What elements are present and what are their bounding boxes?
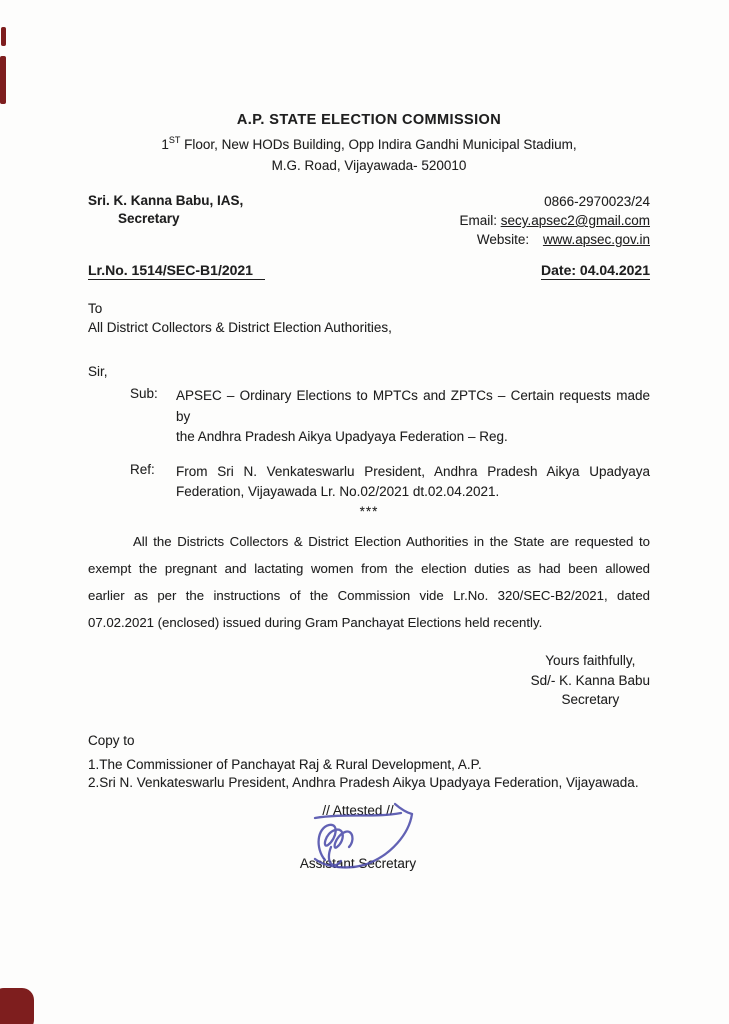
letter-date: Date: 04.04.2021 [541, 262, 650, 278]
copy-to-item: 2.Sri N. Venkateswarlu President, Andhra Pradesh Aikya Upadyaya Federation, Vijayawada. [88, 775, 639, 791]
reference-line: Federation, Vijayawada Lr. No.02/2021 dt.02.04.2021. [176, 484, 500, 499]
asterisk-separator: *** [359, 503, 379, 519]
email-link: secy.apsec2@gmail.com [500, 213, 650, 228]
subject-line: APSEC – Ordinary Elections to MPTCs and ZPTCs – Certain requests made by [176, 388, 650, 424]
body-line: 07.02.2021 (enclosed) issued during Gram Panchayat Elections held recently. [88, 615, 543, 631]
signed-by: Sd/- K. Kanna Babu [530, 672, 650, 688]
website-link: www.apsec.gov.in [542, 232, 650, 247]
attested-text: // Attested // [322, 802, 394, 818]
address-line-1-text: Floor, New HODs Building, Opp Indira Gandhi Municipal Stadium, [180, 137, 577, 152]
website-label: Website: [476, 232, 530, 247]
floor-number: 1 [161, 137, 169, 152]
officer-contact-row [88, 192, 650, 249]
valediction: Yours faithfully, [545, 653, 636, 669]
body-paragraph [88, 528, 650, 637]
closing-block [531, 651, 650, 710]
scan-edge-artifact-top-1 [1, 27, 6, 46]
officer-block [88, 192, 243, 249]
subject-block [130, 386, 650, 448]
copy-to-label: Copy to [88, 732, 135, 748]
email-label: Email: [459, 213, 497, 228]
addressee-block [88, 299, 650, 337]
contact-block [459, 192, 650, 249]
copy-to-block [88, 731, 650, 793]
officer-name: Sri. K. Kanna Babu, IAS, [88, 193, 244, 208]
email-line [459, 211, 650, 230]
organization-title: A.P. STATE ELECTION COMMISSION [236, 112, 502, 128]
closing-wrapper [88, 651, 650, 710]
attestation-block [223, 802, 493, 873]
to-label: To [88, 301, 103, 316]
address-line-2: M.G. Road, Vijayawada- 520010 [271, 158, 467, 173]
website-line [459, 230, 650, 249]
reference-text [176, 462, 650, 503]
letter-number: Lr.No. 1514/SEC-B1/2021 [88, 262, 265, 280]
copy-to-item: 1.The Commissioner of Panchayat Raj & Rural Development, A.P. [88, 756, 482, 772]
subject-text [176, 386, 650, 448]
scan-edge-artifact-top-2 [0, 56, 6, 104]
reference-label: Ref: [130, 461, 155, 477]
copy-to-list [88, 756, 650, 793]
addressee-line: All District Collectors & District Election Authorities, [88, 320, 392, 335]
signer-designation: Secretary [561, 692, 620, 708]
reference-block [130, 462, 650, 503]
letterhead [88, 112, 650, 175]
scan-edge-artifact-bottom [0, 988, 34, 1024]
attester-designation: Assistant Secretary [299, 855, 417, 871]
officer-designation: Secretary [118, 211, 180, 226]
body-line: All the Districts Collectors & District Election Authorities in the State are requested to [133, 533, 650, 549]
body-line: earlier as per the instructions of the Commission vide Lr.No. 320/SEC-B2/2021, dated [88, 587, 650, 603]
letter-number-date-row [88, 262, 650, 280]
salutation: Sir, [88, 364, 108, 379]
subject-label: Sub: [130, 386, 158, 401]
address-line-1 [88, 131, 650, 154]
floor-ordinal-superscript: ST [168, 135, 181, 145]
reference-line: From Sri N. Venkateswarlu President, Andhra Pradesh Aikya Upadyaya [176, 463, 650, 479]
subject-line: the Andhra Pradesh Aikya Upadyaya Federation – Reg. [176, 429, 508, 444]
phone-number: 0866-2970023/24 [544, 194, 650, 209]
body-line: exempt the pregnant and lactating women from the election duties as had been allowed [88, 560, 650, 576]
